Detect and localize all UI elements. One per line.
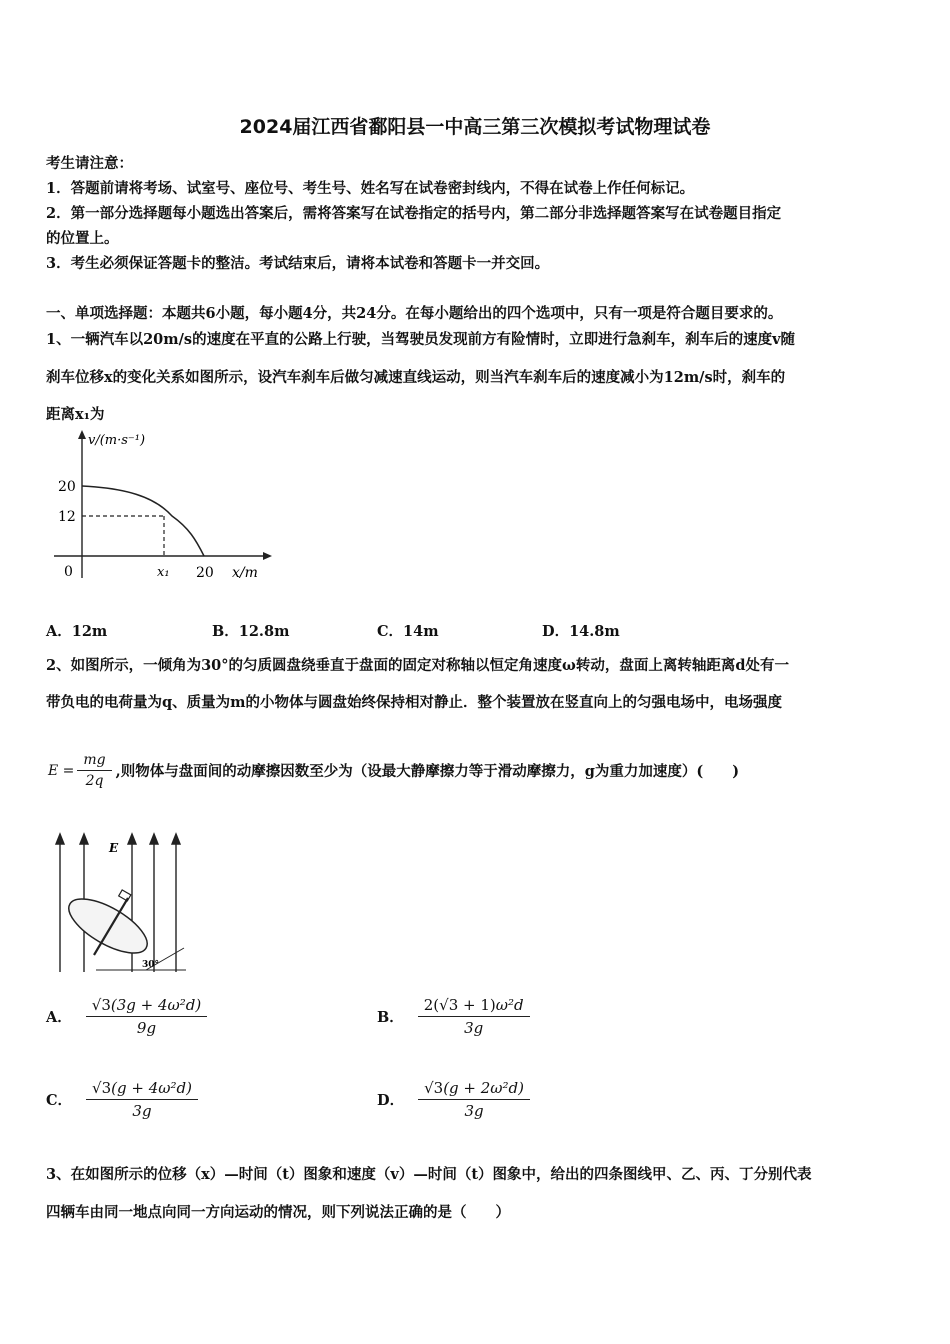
- option-num-prefix: √3: [92, 1079, 112, 1097]
- notice-item: 3．考生必须保证答题卡的整洁。考试结束后，请将本试卷和答题卡一并交回。: [46, 255, 550, 272]
- option-denominator: 3g: [464, 1102, 484, 1120]
- question-3-line: 3、在如图所示的位移（x）—时间（t）图象和速度（v）—时间（t）图象中，给出的四条图线甲、乙、丙、丁分别代表: [46, 1166, 812, 1183]
- question-1-line: 1、一辆汽车以20m/s的速度在平直的公路上行驶，当驾驶员发现前方有险情时，立即进行急刹车，刹车后的速度v随: [46, 331, 795, 348]
- option-d[interactable]: [377, 1079, 530, 1120]
- x-axis-label: x/m: [232, 565, 258, 581]
- option-numerator: ω²d: [495, 996, 524, 1014]
- velocity-displacement-graph: [44, 428, 274, 588]
- question-2-line: 2、如图所示，一倾角为30°的匀质圆盘绕垂直于盘面的固定对称轴以恒定角速度ω转动，盘面上离转轴距离d处有一: [46, 657, 789, 674]
- option-denominator: 3g: [132, 1102, 152, 1120]
- option-denominator: 3g: [464, 1019, 484, 1037]
- question-3-line: 四辆车由同一地点向同一方向运动的情况，则下列说法正确的是（ ）: [46, 1204, 510, 1221]
- question-2-line: ,则物体与盘面间的动摩擦因数至少为（设最大静摩擦力等于滑动摩擦力，g为重力加速度）( ): [115, 763, 740, 780]
- y-axis-label: v/(m·s⁻¹): [88, 433, 146, 448]
- notice-item: 2．第一部分选择题每小题选出答案后，需将答案写在试卷指定的括号内，第二部分非选择题答案写在试卷题目指定: [46, 205, 782, 222]
- question-1-line: 刹车位移x的变化关系如图所示，设汽车刹车后做匀减速直线运动，则当汽车刹车后的速度减小为12m/s时，刹车的: [46, 369, 786, 386]
- question-2-line: 带负电的电荷量为q、质量为m的小物体与圆盘始终保持相对静止．整个装置放在竖直向上的匀强电场中，电场强度: [46, 694, 782, 711]
- formula-denominator: 2q: [85, 773, 104, 789]
- section-heading: 一、单项选择题：本题共6小题，每小题4分，共24分。在每小题给出的四个选项中，只有一项是符合题目要求的。: [46, 305, 783, 322]
- formula-lhs: E =: [48, 762, 75, 779]
- rotating-disk-figure: [46, 830, 196, 978]
- page-title: 2024届江西省鄱阳县一中高三第三次模拟考试物理试卷: [239, 116, 711, 138]
- option-c[interactable]: C．14m: [377, 623, 439, 640]
- option-num-prefix: √3: [91, 996, 111, 1014]
- option-letter: D．: [377, 1092, 405, 1109]
- option-numerator: (g + 4ω²d): [111, 1079, 192, 1097]
- option-b[interactable]: B．12.8m: [212, 623, 290, 640]
- option-num-prefix: √3: [424, 1079, 444, 1097]
- field-strength-formula: [48, 752, 739, 789]
- x-tick-label: 20: [196, 565, 214, 581]
- option-letter: B．: [377, 1009, 404, 1026]
- notice-item: 的位置上。: [46, 230, 119, 247]
- y-tick-label: 20: [58, 479, 76, 495]
- option-numerator: (g + 2ω²d): [443, 1079, 524, 1097]
- option-letter: C．: [46, 1092, 73, 1109]
- disk: [61, 888, 155, 963]
- option-d[interactable]: D．14.8m: [542, 623, 620, 640]
- question-1-line: 距离x₁为: [46, 406, 105, 423]
- x-tick-label: x₁: [157, 565, 170, 580]
- y-tick-label: 12: [58, 509, 76, 525]
- option-numerator: (3g + 4ω²d): [110, 996, 202, 1014]
- field-label: E: [109, 841, 119, 855]
- option-letter: A．: [46, 1009, 72, 1026]
- formula-numerator: mg: [77, 752, 111, 771]
- option-a[interactable]: [46, 996, 207, 1037]
- option-b[interactable]: [377, 996, 530, 1037]
- notice-item: 1．答题前请将考场、试室号、座位号、考生号、姓名写在试卷密封线内，不得在试卷上作任何标记。: [46, 180, 695, 197]
- option-a[interactable]: A．12m: [46, 623, 108, 640]
- angle-label: 30°: [142, 960, 160, 970]
- origin-label: 0: [64, 564, 73, 580]
- option-c[interactable]: [46, 1079, 198, 1120]
- notice-heading: 考生请注意：: [46, 155, 133, 172]
- option-num-prefix: 2(√3 + 1): [423, 996, 496, 1014]
- option-denominator: 9g: [136, 1019, 157, 1037]
